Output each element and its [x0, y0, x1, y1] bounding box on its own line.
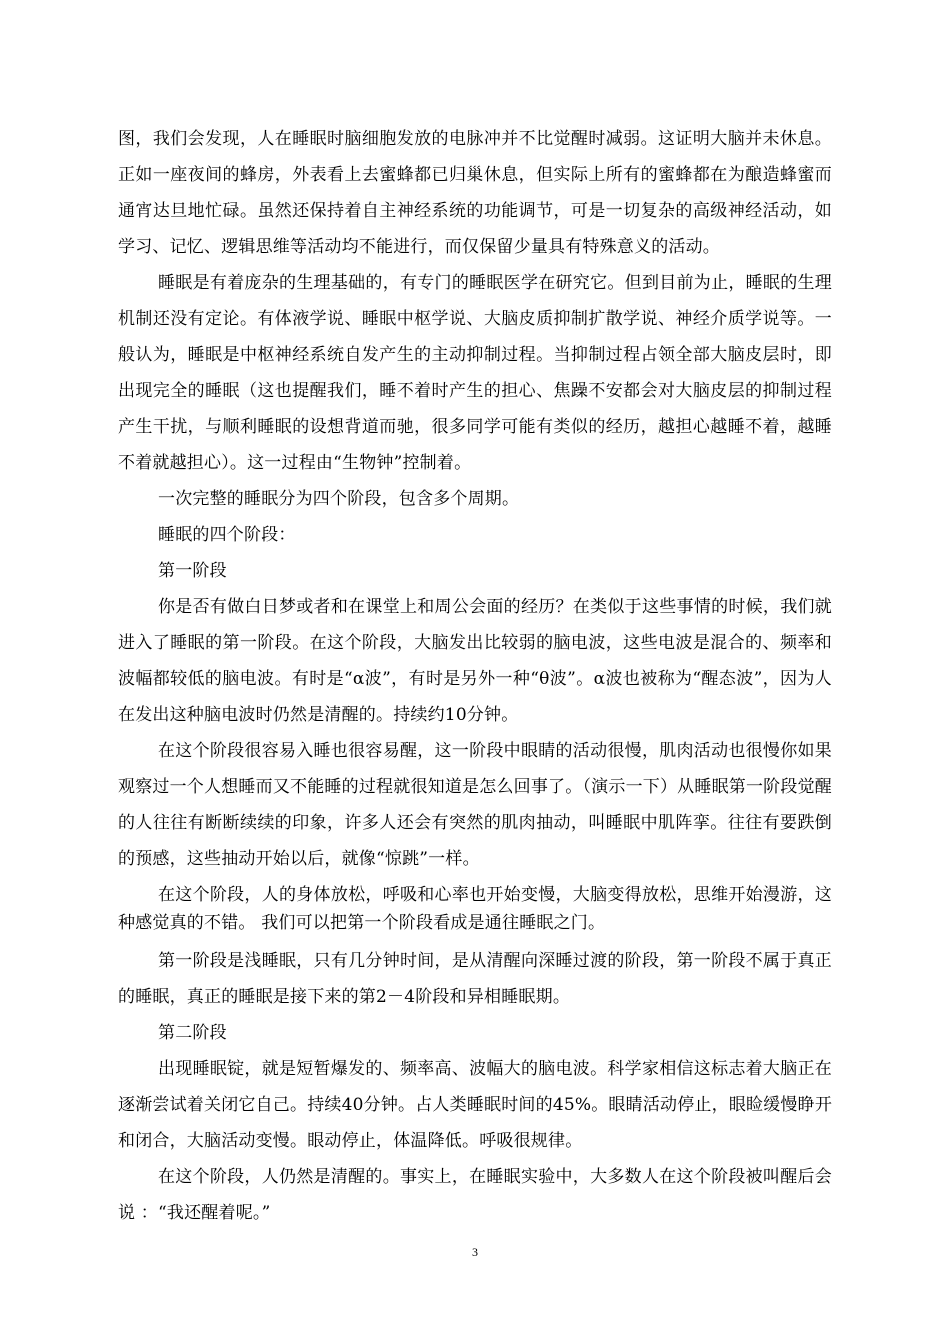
page-number: 3: [472, 1245, 478, 1259]
paragraph-brain-activity: 图，我们会发现，人在睡眠时脑细胞发放的电脉冲并不比觉醒时减弱。这证明大脑并未休息。正如一座夜间的蜂房，外表看上去蜜蜂都已归巢休息，但实际上所有的蜜蜂都在为酿造蜂蜜而通宵达旦地忙碌。虽然还保持着自主神经系统的功能调节，可是一切复杂的高级神经活动，如学习、记忆、逻辑思维等活动均不能进行，而仅保留少量具有特殊意义的活动。: [118, 129, 832, 257]
paragraph-stage-one-awakening: 在这个阶段很容易入睡也很容易醒，这一阶段中眼睛的活动很慢，肌肉活动也很慢你如果观察过一个人想睡而又不能睡的过程就很知道是怎么回事了。（演示一下）从睡眠第一阶段觉醒的人往往有断断续续的印象，许多人还会有突然的肌肉抽动，叫睡眠中肌阵挛。往往有要跌倒的预感，这些抽动开始以后，就像“惊跳”一样。: [118, 741, 832, 869]
paragraph-stage-one-waves: 你是否有做白日梦或者和在课堂上和周公会面的经历？在类似于这些事情的时候，我们就进入了睡眠的第一阶段。在这个阶段，大脑发出比较弱的脑电波，这些电波是混合的、频率和波幅都较低的脑电波。有时是“α波”，有时是另外一种“θ波”。α波也被称为“醒态波”，因为人在发出这种脑电波时仍然是清醒的。持续约10分钟。: [118, 597, 832, 725]
paragraph-sleep-cycle-intro: 一次完整的睡眠分为四个阶段，包含多个周期。: [158, 489, 520, 509]
paragraph-sleep-mechanism: 睡眠是有着庞杂的生理基础的，有专门的睡眠医学在研究它。但到目前为止，睡眠的生理机制还没有定论。有体液学说、睡眠中枢学说、大脑皮质抑制扩散学说、神经介质学说等。一般认为，睡眠是中枢神经系统自发产生的主动抑制过程。当抑制过程占领全部大脑皮层时，即出现完全的睡眠（这也提醒我们，睡不着时产生的担心、焦躁不安都会对大脑皮层的抑制过程产生干扰，与顺利睡眠的设想背道而驰，很多同学可能有类似的经历，越担心越睡不着，越睡不着就越担心）。这一过程由“生物钟”控制着。: [118, 273, 832, 473]
heading-four-stages: 睡眠的四个阶段：: [158, 525, 296, 545]
heading-stage-one: 第一阶段: [158, 561, 227, 581]
document-body: [118, 121, 832, 1231]
paragraph-stage-two-awake: 在这个阶段，人仍然是清醒的。事实上，在睡眠实验中，大多数人在这个阶段被叫醒后会 说 ：“我还醒着呢。”: [118, 1167, 832, 1223]
paragraph-stage-one-light-sleep: 第一阶段是浅睡眠，只有几分钟时间，是从清醒向深睡过渡的阶段，第一阶段不属于真正的睡眠，真正的睡眠是接下来的第2－4阶段和异相睡眠期。: [118, 951, 832, 1007]
heading-stage-two: 第二阶段: [158, 1023, 227, 1043]
paragraph-stage-one-relaxation: 在这个阶段，人的身体放松，呼吸和心率也开始变慢，大脑变得放松，思维开始漫游，这种感觉真的不错。 我们可以把第一个阶段看成是通往睡眠之门。: [118, 885, 832, 933]
paragraph-stage-two-spindles: 出现睡眠锭，就是短暂爆发的、频率高、波幅大的脑电波。科学家相信这标志着大脑正在逐渐尝试着关闭它自己。持续40分钟。占人类睡眠时间的45%。眼睛活动停止，眼睑缓慢睁开和闭合，大脑活动变慢。眼动停止，体温降低。呼吸很规律。: [118, 1059, 833, 1151]
